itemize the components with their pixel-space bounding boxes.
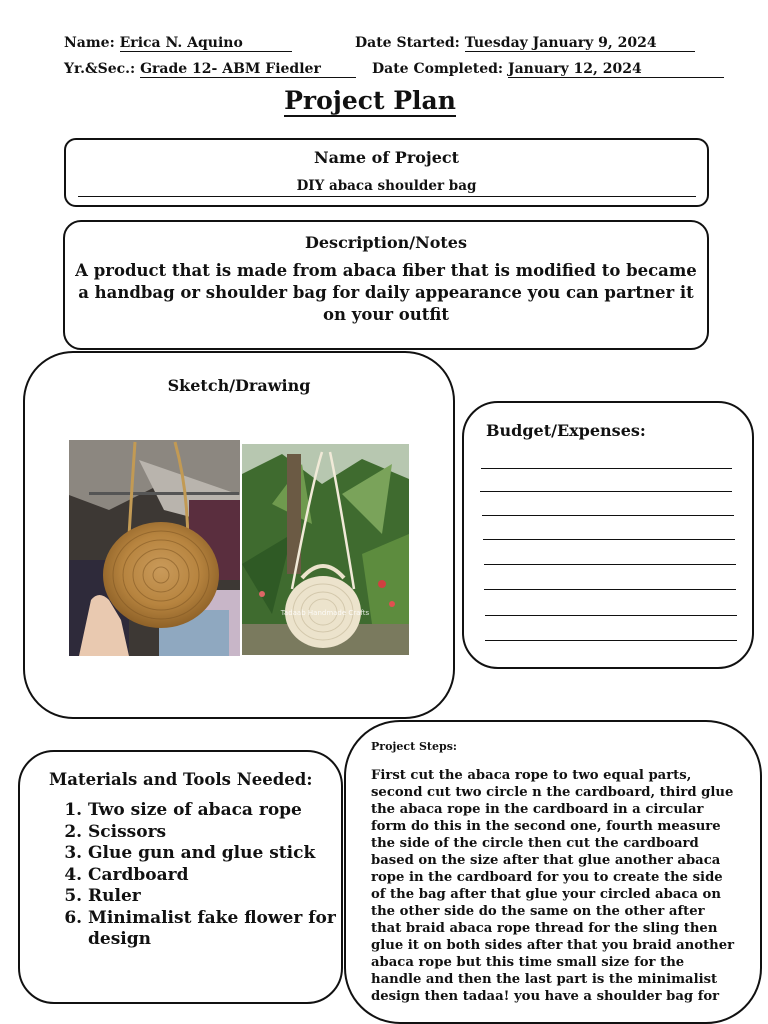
budget-line: [485, 615, 737, 616]
name-value: Erica N. Aquino: [120, 36, 292, 52]
materials-heading: Materials and Tools Needed:: [49, 770, 313, 789]
budget-line: [484, 564, 736, 565]
bag-photo-2: [242, 444, 409, 655]
page-title: Project Plan: [284, 86, 456, 115]
section-value: Grade 12- ABM Fiedler: [140, 62, 356, 78]
budget-line: [485, 640, 737, 641]
list-item: 3. Glue gun and glue stick: [88, 843, 388, 865]
date-started-value: Tuesday January 9, 2024: [465, 36, 695, 52]
materials-list: [20, 800, 388, 951]
name-row: [64, 35, 292, 52]
project-name-box: [64, 138, 709, 207]
budget-line: [480, 491, 732, 492]
list-item: 2. Scissors: [88, 822, 388, 844]
name-label: Name:: [64, 35, 115, 51]
bag-photo-2-image: [242, 444, 409, 655]
bag-photo-1-image: [69, 440, 240, 656]
date-completed-value: January 12, 2024: [508, 62, 724, 78]
list-item: 1. Two size of abaca rope: [88, 800, 388, 822]
list-item: 5. Ruler: [88, 886, 388, 908]
steps-box: [344, 720, 762, 1024]
bag-photo-1: [69, 440, 240, 656]
project-name-value: DIY abaca shoulder bag: [296, 178, 477, 194]
steps-text: First cut the abaca rope to two equal parts, second cut two circle n the cardboard, third glue the abaca rope in the cardboard in a circular form do this in the second one, fourth measure the side of the circle then cut the cardboard based on the size after that glue another abaca rope in the cardboard for you to create the side of the bag after that glue your circled abaca on the other side do the same on the other after that braid abaca rope thread for the sling then glue it on both sides after that you braid another abaca rope but this time small size for the handle and then the last part is the minimalist design then tadaa! you have a shoulder bag for: [371, 768, 735, 1004]
budget-box: [462, 401, 754, 669]
budget-line: [481, 468, 732, 469]
budget-line: [484, 589, 736, 590]
budget-heading: Budget/Expenses:: [486, 421, 646, 440]
budget-line: [482, 515, 734, 516]
list-item: 6. Minimalist fake flower for design: [88, 908, 388, 951]
section-label: Yr.&Sec.:: [64, 61, 136, 77]
date-completed-row: [372, 61, 724, 78]
section-row: [64, 61, 356, 78]
list-item: 4. Cardboard: [88, 865, 388, 887]
sketch-box: [23, 351, 455, 719]
description-text: A product that is made from abaca fiber that is modified to became a handbag or shoulder bag for daily appearance you can partner it on your outfit: [75, 261, 697, 324]
sketch-heading: Sketch/Drawing: [167, 376, 311, 395]
date-completed-label: Date Completed:: [372, 61, 504, 77]
project-name-line: [78, 196, 696, 197]
description-heading: Description/Notes: [305, 233, 467, 252]
materials-box: [18, 750, 343, 1004]
budget-line: [483, 539, 735, 540]
project-name-heading: Name of Project: [313, 148, 460, 167]
date-started-row: [355, 35, 695, 52]
description-box: [63, 220, 709, 350]
photo-watermark: Tadaab Handmade Crafts: [280, 609, 370, 617]
steps-heading: Project Steps:: [371, 740, 457, 753]
date-started-label: Date Started:: [355, 35, 460, 51]
